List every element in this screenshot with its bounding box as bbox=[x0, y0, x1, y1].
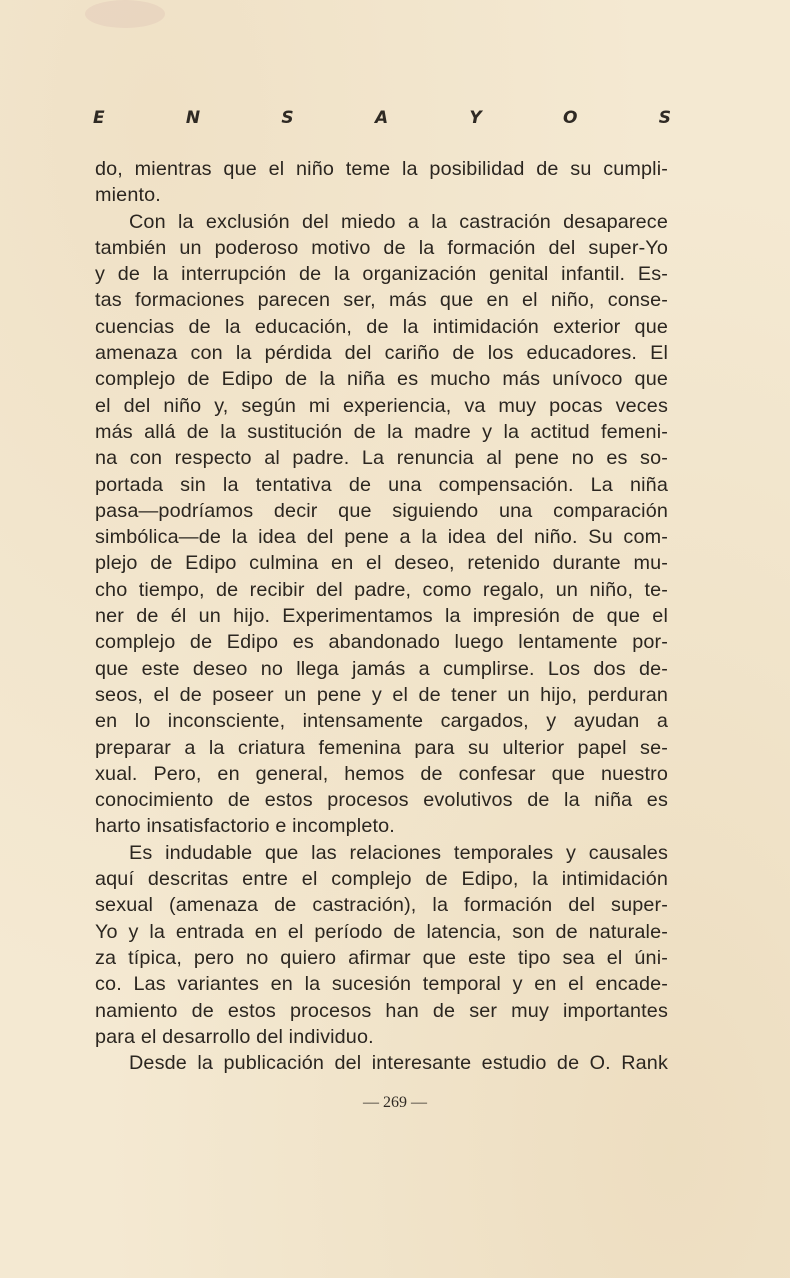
running-head-letter: A bbox=[374, 108, 389, 128]
running-head bbox=[93, 108, 671, 132]
text-line: complejo de Edipo de la niña es mucho más unívoco que bbox=[95, 368, 668, 391]
text-line: namiento de estos procesos han de ser muy importantes bbox=[95, 999, 668, 1022]
text-line: el del niño y, según mi experiencia, va muy pocas veces bbox=[95, 394, 668, 417]
running-head-letter: S bbox=[658, 108, 671, 128]
text-line: simbólica—de la idea del pene a la idea del niño. Su com- bbox=[95, 526, 668, 549]
text-line: más allá de la sustitución de la madre y la actitud femeni- bbox=[95, 420, 668, 443]
text-line: portada sin la tentativa de una compensación. La niña bbox=[95, 473, 668, 496]
text-line: preparar a la criatura femenina para su ulterior papel se- bbox=[95, 736, 668, 759]
running-head-letter: N bbox=[185, 108, 201, 128]
paper-stain bbox=[85, 0, 165, 28]
text-line: conocimiento de estos procesos evolutivos de la niña es bbox=[95, 789, 668, 812]
text-line: za típica, pero no quiero afirmar que este tipo sea el úni- bbox=[95, 946, 668, 969]
text-line: co. Las variantes en la sucesión temporal y en el encade- bbox=[95, 973, 668, 996]
running-head-letter: S bbox=[281, 108, 294, 128]
text-line: Desde la publicación del interesante estudio de O. Rank bbox=[129, 1052, 668, 1075]
text-line: cuencias de la educación, de la intimidación exterior que bbox=[95, 315, 668, 338]
text-line: Con la exclusión del miedo a la castración desaparece bbox=[129, 210, 668, 233]
text-line: do, mientras que el niño teme la posibilidad de su cumpli- bbox=[95, 158, 668, 180]
text-line: pasa—podríamos decir que siguiendo una comparación bbox=[95, 499, 668, 522]
text-line: harto insatisfactorio e incompleto. bbox=[95, 815, 395, 838]
running-head-letter: O bbox=[563, 108, 578, 128]
text-line: complejo de Edipo es abandonado luego lentamente por- bbox=[95, 631, 668, 654]
text-line: amenaza con la pérdida del cariño de los educadores. El bbox=[95, 342, 668, 365]
text-line: cho tiempo, de recibir del padre, como regalo, un niño, te- bbox=[95, 578, 668, 601]
text-line: que este deseo no llega jamás a cumplirse. Los dos de- bbox=[95, 657, 668, 680]
running-head-letter: E bbox=[93, 108, 105, 128]
text-line: y de la interrupción de la organización genital infantil. Es- bbox=[95, 263, 668, 286]
text-line: también un poderoso motivo de la formación del super-Yo bbox=[95, 236, 668, 259]
text-line: ner de él un hijo. Experimentamos la impresión de que el bbox=[95, 605, 668, 628]
text-line: en lo inconsciente, intensamente cargados, y ayudan a bbox=[95, 710, 668, 733]
body-text bbox=[95, 156, 668, 1076]
text-line: sexual (amenaza de castración), la formación del super- bbox=[95, 894, 668, 917]
text-line: na con respecto al padre. La renuncia al pene no es so- bbox=[95, 447, 668, 470]
running-head-letter: Y bbox=[469, 108, 482, 128]
text-line: xual. Pero, en general, hemos de confesar que nuestro bbox=[95, 762, 668, 785]
text-line: miento. bbox=[95, 184, 161, 207]
text-line: Yo y la entrada en el período de latencia, son de naturale- bbox=[95, 920, 668, 943]
page-number: — 269 — bbox=[363, 1094, 427, 1111]
text-line: seos, el de poseer un pene y el de tener un hijo, perduran bbox=[95, 683, 668, 706]
text-line: aquí descritas entre el complejo de Edipo, la intimidación bbox=[95, 868, 668, 891]
text-line: tas formaciones parecen ser, más que en el niño, conse- bbox=[95, 289, 668, 312]
text-line: para el desarrollo del individuo. bbox=[95, 1025, 374, 1048]
text-line: Es indudable que las relaciones temporales y causales bbox=[129, 841, 668, 864]
text-line: plejo de Edipo culmina en el deseo, retenido durante mu- bbox=[95, 552, 668, 575]
